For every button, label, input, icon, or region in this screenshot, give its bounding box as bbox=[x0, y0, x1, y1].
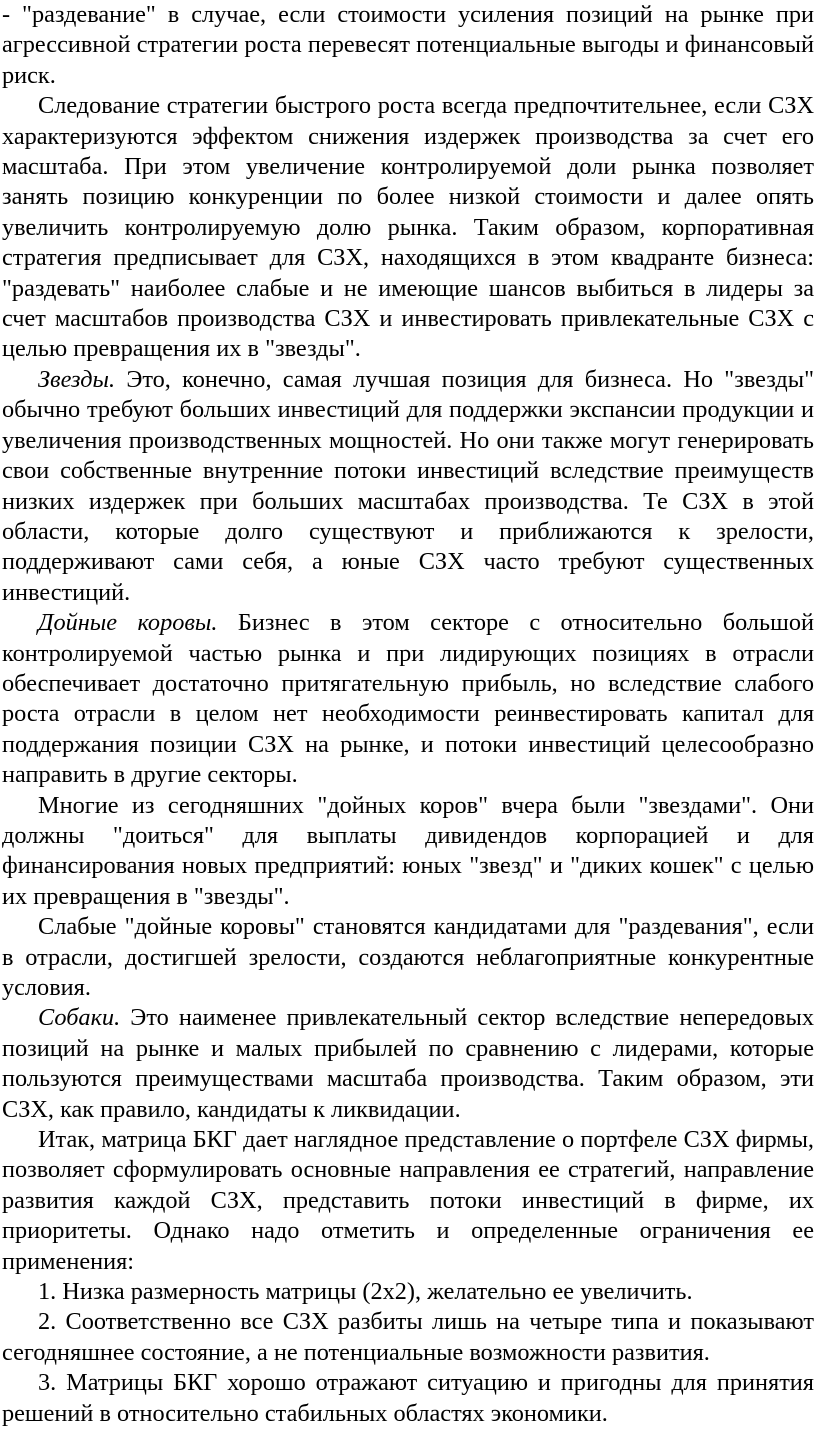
paragraph-cows-were-stars bbox=[2, 791, 814, 913]
paragraph-text: Слабые "дойные коровы" становятся кандидатами для "раздевания", если в отрасли, достигшей зрелости, создаются неблагоприятные конкурентные условия. bbox=[2, 913, 814, 1001]
limitation-item-1 bbox=[2, 1277, 814, 1307]
paragraph-weak-cows bbox=[2, 912, 814, 1003]
paragraph-divestment-case bbox=[2, 0, 814, 91]
limitation-item-2 bbox=[2, 1307, 814, 1368]
paragraph-text: Многие из сегодняшних "дойных коров" вчера были "звездами". Они должны "доиться" для выплаты дивидендов корпорацией и для финансирования новых предприятий: юных "звезд" и "диких кошек" с целью их превращения в "звезды". bbox=[2, 791, 814, 910]
paragraph-text: Итак, матрица БКГ дает наглядное представление о портфеле СЗХ фирмы, позволяет сформулировать основные направления ее стратегий, направление развития каждой СЗХ, представить потоки инвестиций в фирме, их приоритеты. Однако надо отметить и определенные ограничения ее применения: bbox=[2, 1126, 814, 1275]
paragraph-text: 2. Соответственно все СЗХ разбиты лишь на четыре типа и показывают сегодняшнее состояние, а не потенциальные возможности развития. bbox=[2, 1308, 814, 1366]
paragraph-text: Следование стратегии быстрого роста всегда предпочтительнее, если СЗХ характеризуются эффектом снижения издержек производства за счет его масштаба. При этом увеличение контролируемой доли рынка позволяет занять позицию конкуренции по более низкой стоимости и далее опять увеличить контролируемую долю рынка. Таким образом, корпоративная стратегия предписывает для СЗХ, находящихся в этом квадранте бизнеса: "раздевать" наиболее слабые и не имеющие шансов выбиться в лидеры за счет масштабов производства СЗХ и инвестировать привлекательные СЗХ с целью превращения их в "звезды". bbox=[2, 92, 814, 363]
paragraph-text: Это, конечно, самая лучшая позиция для бизнеса. Но "звезды" обычно требуют больших инвестиций для поддержки экспансии продукции и увеличения производственных мощностей. Но они также могут генерировать свои собственные внутренние потоки инвестиций вследствие преимуществ низких издержек при больших масштабах производства. Те СЗХ в этой области, которые долго существуют и приближаются к зрелости, поддерживают сами себя, а юные СЗХ часто требуют существенных инвестиций. bbox=[2, 365, 814, 606]
term-cash-cows: Дойные коровы. bbox=[38, 609, 218, 637]
paragraph-cash-cows bbox=[2, 608, 814, 790]
paragraph-text: Бизнес в этом секторе с относительно большой контролируемой частью рынка и при лидирующих позициях в отрасли обеспечивает достаточно притягательную прибыль, но вследствие слабого роста отрасли в целом нет необходимости реинвестировать капитал для поддержания позиции СЗХ на рынке, и потоки инвестиций целесообразно направить в другие секторы. bbox=[2, 609, 814, 789]
limitation-item-3 bbox=[2, 1368, 814, 1429]
paragraph-stars bbox=[2, 365, 814, 608]
paragraph-text: 3. Матрицы БКГ хорошо отражают ситуацию и пригодны для принятия решений в относительно стабильных областях экономики. bbox=[2, 1369, 814, 1427]
term-stars: Звезды. bbox=[38, 365, 116, 393]
paragraph-text: Это наименее привлекательный сектор вследствие непередовых позиций на рынке и малых прибылей по сравнению с лидерами, которые пользуются преимуществами масштаба производства. Таким образом, эти СЗХ, как правило, кандидаты к ликвидации. bbox=[2, 1004, 814, 1123]
term-dogs: Собаки. bbox=[38, 1004, 121, 1032]
paragraph-text: 1. Низка размерность матрицы (2х2), желательно ее увеличить. bbox=[38, 1278, 693, 1306]
paragraph-dogs bbox=[2, 1003, 814, 1125]
paragraph-text: - "раздевание" в случае, если стоимости усиления позиций на рынке при агрессивной стратегии роста перевесят потенциальные выгоды и финансовый риск. bbox=[2, 1, 814, 89]
paragraph-bcg-summary bbox=[2, 1125, 814, 1277]
paragraph-fast-growth bbox=[2, 91, 814, 365]
